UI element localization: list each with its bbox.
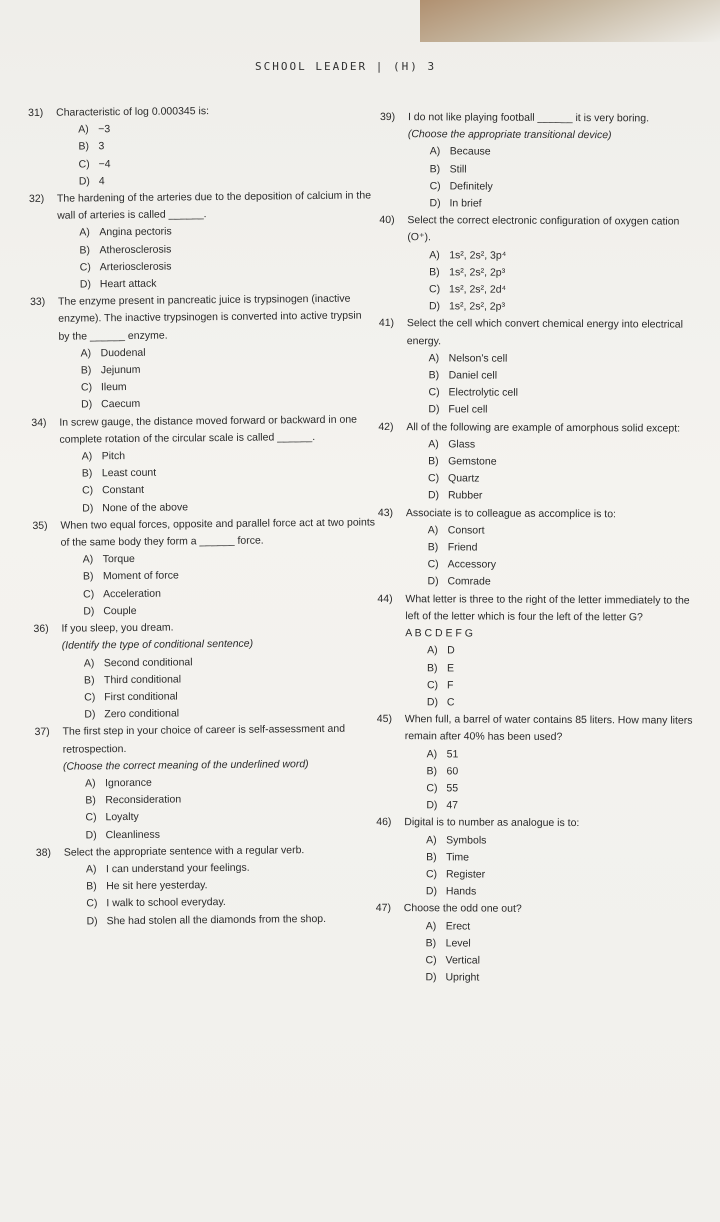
option-label: B)	[426, 764, 438, 778]
option-label: D)	[85, 828, 97, 841]
option-text: 1s², 2s², 2p³	[448, 300, 506, 313]
option-text: Gemstone	[448, 455, 497, 468]
option-label: C)	[425, 868, 438, 881]
answer-option	[430, 144, 700, 163]
question-stem: In screw gauge, the distance moved forward or backward in one complete rotation of the circular scale is called ______.	[59, 413, 358, 446]
answer-option	[426, 797, 696, 816]
question-stem: Select the correct electronic configuration of oxygen cation (O⁺).	[407, 214, 680, 244]
question-number: 31)	[28, 106, 44, 119]
option-label: A)	[83, 656, 95, 669]
option-text: He sit here yesterday.	[106, 879, 208, 893]
option-label: B)	[428, 369, 440, 382]
question-number: 43)	[377, 506, 394, 519]
question-number: 39)	[379, 110, 396, 124]
answer-option	[429, 298, 699, 317]
option-label: C)	[83, 588, 95, 601]
option-text: Quartz	[448, 472, 480, 485]
answer-options	[79, 222, 375, 294]
option-label: B)	[86, 880, 97, 893]
option-label: D)	[426, 799, 438, 812]
answer-option	[429, 281, 699, 300]
option-label: A)	[426, 833, 437, 846]
question-number: 47)	[375, 902, 392, 915]
option-text: Loyalty	[105, 811, 139, 824]
option-label: D)	[83, 605, 95, 618]
option-label: C)	[426, 678, 439, 692]
answer-options	[426, 746, 696, 816]
option-text: Ignorance	[105, 776, 152, 790]
option-label: B)	[78, 140, 90, 153]
answer-options	[427, 522, 697, 592]
answer-options	[426, 832, 696, 902]
answer-option	[429, 195, 699, 214]
answer-option	[429, 264, 699, 283]
answer-option	[426, 832, 696, 851]
option-label: D)	[84, 708, 96, 721]
option-text: 1s², 2s², 2d⁴	[449, 283, 507, 296]
question-stem: All of the following are example of amorphous solid except:	[406, 420, 681, 435]
question-stem: The first step in your choice of career is self-assessment and retrospection.	[62, 723, 346, 756]
answer-option	[426, 935, 696, 954]
option-text: She had stolen all the diamonds from the shop.	[106, 912, 327, 927]
question-item	[34, 721, 380, 845]
answer-options	[428, 436, 698, 506]
option-label: B)	[85, 794, 96, 807]
answer-option	[426, 849, 696, 868]
option-label: D)	[425, 971, 437, 984]
question-number: 36)	[33, 622, 49, 636]
option-text: 60	[446, 765, 459, 778]
question-stem: Associate is to colleague as accomplice is to:	[405, 506, 617, 520]
question-instruction: (Identify the type of conditional sentence)	[61, 637, 254, 652]
question-number: 40)	[379, 214, 395, 227]
question-number: 38)	[35, 846, 52, 859]
option-label: C)	[428, 472, 440, 485]
option-text: −4	[98, 157, 111, 170]
question-number: 32)	[28, 192, 45, 206]
question-number: 44)	[377, 592, 393, 605]
question-item	[378, 315, 699, 420]
option-label: D)	[79, 278, 92, 291]
question-stem: The enzyme present in pancreatic juice is trypsinogen (inactive enzyme). The inactive trypsinogen is converted into active trypsin by the ______ enzyme.	[58, 292, 362, 343]
option-text: 55	[446, 782, 459, 795]
question-stem: When full, a barrel of water contains 85 liters. How many liters remain after 40% has been used?	[404, 713, 693, 744]
answer-option	[427, 694, 697, 713]
option-label: C)	[86, 897, 98, 910]
option-text: Nelson's cell	[448, 352, 508, 365]
option-text: Still	[449, 162, 467, 176]
answer-option	[426, 780, 696, 799]
answer-option	[425, 952, 695, 971]
option-text: Torque	[102, 553, 135, 566]
option-text: Daniel cell	[448, 369, 498, 382]
option-label: B)	[428, 455, 439, 468]
answer-options	[429, 247, 699, 317]
option-label: D)	[86, 914, 98, 927]
question-item	[376, 711, 697, 816]
answer-option	[428, 436, 698, 455]
answer-options	[425, 918, 695, 988]
question-item	[377, 505, 697, 593]
option-text: Acceleration	[103, 587, 161, 600]
option-text: Friend	[447, 541, 478, 554]
answer-option	[428, 471, 698, 490]
option-text: E	[447, 661, 455, 674]
option-label: C)	[84, 691, 96, 704]
question-stem: Choose the odd one out?	[403, 902, 522, 916]
option-label: D)	[425, 885, 438, 898]
answer-options	[428, 350, 698, 420]
question-number: 34)	[31, 416, 47, 429]
option-text: Because	[449, 145, 491, 158]
question-number: 37)	[34, 726, 50, 739]
option-label: C)	[79, 261, 91, 274]
option-text: Accessory	[447, 558, 497, 571]
option-label: D)	[81, 398, 93, 411]
answer-option	[426, 866, 696, 885]
option-label: C)	[429, 180, 441, 193]
option-text: Ileum	[100, 381, 127, 394]
option-label: A)	[427, 524, 439, 537]
answer-option	[426, 763, 696, 782]
option-text: Register	[445, 868, 486, 881]
option-label: D)	[426, 696, 439, 709]
option-label: B)	[83, 674, 95, 687]
option-text: Vertical	[445, 954, 481, 967]
option-label: D)	[82, 502, 94, 515]
question-instruction: (Choose the correct meaning of the underlined word)	[62, 757, 309, 773]
option-label: A)	[80, 347, 92, 360]
option-label: A)	[429, 248, 440, 261]
answer-options	[81, 342, 377, 414]
option-label: B)	[429, 266, 440, 279]
option-label: B)	[82, 570, 94, 583]
answer-option	[428, 488, 698, 507]
question-item	[28, 101, 374, 191]
option-text: D	[447, 644, 455, 657]
option-label: A)	[426, 747, 438, 760]
option-label: A)	[79, 226, 90, 239]
option-text: Zero conditional	[104, 707, 180, 721]
option-text: Upright	[445, 971, 480, 984]
option-label: C)	[81, 484, 94, 497]
option-label: D)	[427, 489, 440, 502]
answer-option	[427, 660, 697, 679]
option-text: Time	[446, 851, 470, 864]
option-text: 51	[446, 747, 459, 760]
question-instruction: (Choose the appropriate transitional device)	[407, 128, 612, 142]
answer-option	[429, 247, 699, 266]
answer-option	[430, 161, 700, 180]
option-text: In brief	[449, 197, 482, 210]
question-item	[379, 212, 700, 317]
option-text: Arteriosclerosis	[99, 260, 172, 274]
option-text: Comrade	[447, 575, 491, 589]
question-stem: I do not like playing football ______ it is very boring.	[407, 111, 650, 125]
letter-sequence: A B C D E F G	[405, 627, 473, 640]
question-item	[375, 900, 695, 988]
option-text: Duodenal	[100, 346, 146, 360]
option-label: C)	[428, 386, 440, 399]
question-stem: The hardening of the arteries due to the deposition of calcium in the wall of arteries is called ______.	[56, 189, 372, 222]
answer-option	[427, 746, 697, 765]
option-label: A)	[85, 777, 96, 790]
answer-option	[426, 918, 696, 937]
question-item	[377, 591, 698, 713]
answer-options	[427, 643, 697, 713]
option-label: C)	[426, 782, 438, 795]
option-label: A)	[81, 450, 93, 463]
option-text: Rubber	[447, 489, 483, 503]
option-text: Glass	[448, 438, 476, 451]
option-text: 3	[98, 140, 105, 153]
option-text: First conditional	[104, 690, 178, 704]
answer-option	[429, 367, 699, 386]
question-stem: What letter is three to the right of the letter immediately to the left of the letter which is four the left of the letter G?	[405, 592, 690, 624]
question-item	[378, 419, 698, 507]
answer-option	[427, 643, 697, 662]
option-text: Symbols	[446, 833, 487, 847]
option-text: Level	[445, 937, 471, 950]
option-text: None of the above	[102, 501, 189, 514]
option-label: B)	[427, 541, 439, 554]
answer-option	[428, 385, 698, 404]
question-stem: Digital is to number as analogue is to:	[404, 816, 580, 830]
answer-option	[428, 453, 698, 472]
answer-options	[85, 772, 381, 844]
question-number: 35)	[32, 519, 48, 532]
option-label: D)	[427, 575, 439, 588]
option-label: C)	[429, 283, 441, 296]
option-label: A)	[427, 644, 438, 657]
option-label: B)	[427, 661, 438, 674]
option-text: Fuel cell	[448, 403, 488, 417]
question-stem: Select the cell which convert chemical energy into electrical energy.	[406, 317, 683, 347]
answer-option	[429, 350, 699, 369]
option-label: C)	[80, 381, 93, 394]
option-text: Moment of force	[102, 569, 179, 583]
page-header: SCHOOL LEADER | (H) 3	[255, 60, 437, 73]
question-number: 41)	[378, 317, 395, 330]
option-label: B)	[79, 243, 91, 257]
option-text: Constant	[101, 484, 145, 497]
left-question-column	[28, 101, 382, 930]
option-label: A)	[78, 123, 89, 136]
option-text: Caecum	[101, 398, 141, 411]
question-item	[376, 814, 696, 902]
question-item	[29, 187, 375, 294]
option-text: 1s², 2s², 3p⁴	[449, 248, 507, 262]
option-text: 4	[98, 175, 105, 188]
option-label: A)	[82, 553, 94, 566]
question-number: 33)	[30, 296, 46, 309]
option-text: F	[446, 679, 454, 692]
option-label: B)	[425, 937, 437, 950]
option-text: Angina pectoris	[99, 225, 172, 239]
option-text: Least count	[101, 466, 157, 480]
answer-options	[78, 119, 374, 191]
option-text: Pitch	[101, 450, 126, 463]
question-number: 45)	[376, 713, 393, 726]
option-text: Atherosclerosis	[99, 243, 172, 256]
option-text: Second conditional	[103, 655, 193, 669]
option-label: C)	[78, 157, 90, 171]
answer-option	[428, 539, 698, 558]
option-text: Electrolytic cell	[448, 386, 518, 399]
option-label: C)	[85, 811, 97, 824]
right-question-column	[375, 109, 700, 988]
option-label: C)	[427, 558, 439, 571]
option-text: Cleanliness	[105, 828, 160, 841]
answer-option	[430, 178, 700, 197]
question-item	[379, 109, 700, 214]
option-label: A)	[428, 438, 439, 451]
answer-option	[426, 883, 696, 902]
option-text: Jejunum	[100, 363, 141, 377]
option-text: Third conditional	[103, 673, 182, 686]
option-label: B)	[429, 162, 441, 175]
answer-option	[428, 402, 698, 421]
answer-options	[82, 445, 378, 517]
option-label: A)	[428, 352, 440, 365]
question-stem: Characteristic of log 0.000345 is:	[56, 105, 210, 119]
answer-option	[425, 969, 695, 988]
option-text: −3	[98, 123, 111, 136]
answer-option	[428, 522, 698, 541]
option-text: I walk to school everyday.	[106, 896, 226, 910]
option-text: I can understand your feelings.	[105, 861, 250, 876]
option-label: D)	[428, 403, 440, 416]
option-label: A)	[85, 863, 97, 876]
answer-options	[84, 652, 380, 724]
option-text: Hands	[445, 885, 477, 898]
option-text: C	[446, 696, 455, 709]
option-label: A)	[425, 919, 437, 932]
option-text: Definitely	[449, 180, 493, 193]
option-text: 1s², 2s², 2p³	[449, 266, 506, 279]
answer-option	[427, 574, 697, 593]
question-item	[31, 411, 377, 518]
option-label: B)	[81, 467, 93, 480]
question-number: 46)	[376, 816, 392, 829]
option-text: Heart attack	[99, 277, 157, 291]
background-edge	[420, 0, 720, 42]
question-stem: When two equal forces, opposite and parallel force act at two points of the same body they form a ______ force.	[60, 516, 376, 549]
option-text: Couple	[103, 604, 137, 618]
option-label: D)	[429, 197, 441, 210]
question-stem: If you sleep, you dream.	[61, 621, 174, 635]
option-label: D)	[78, 175, 90, 188]
option-label: A)	[429, 145, 441, 158]
option-text: Consort	[447, 524, 485, 537]
question-item	[36, 841, 382, 931]
answer-options	[83, 549, 379, 621]
option-label: B)	[426, 850, 437, 864]
answer-option	[86, 910, 381, 930]
option-text: Reconsideration	[105, 793, 182, 807]
answer-option	[428, 557, 698, 576]
option-text: 47	[446, 799, 459, 812]
question-item	[30, 291, 376, 415]
question-item	[33, 617, 379, 724]
answer-options	[86, 858, 382, 930]
question-number: 42)	[378, 420, 394, 433]
option-label: C)	[425, 954, 437, 967]
answer-options	[429, 144, 699, 214]
option-label: D)	[428, 300, 441, 313]
question-stem: Select the appropriate sentence with a regular verb.	[63, 843, 305, 859]
option-text: Erect	[445, 919, 471, 933]
option-label: B)	[80, 364, 92, 377]
question-item	[32, 514, 378, 621]
answer-option	[427, 677, 697, 696]
